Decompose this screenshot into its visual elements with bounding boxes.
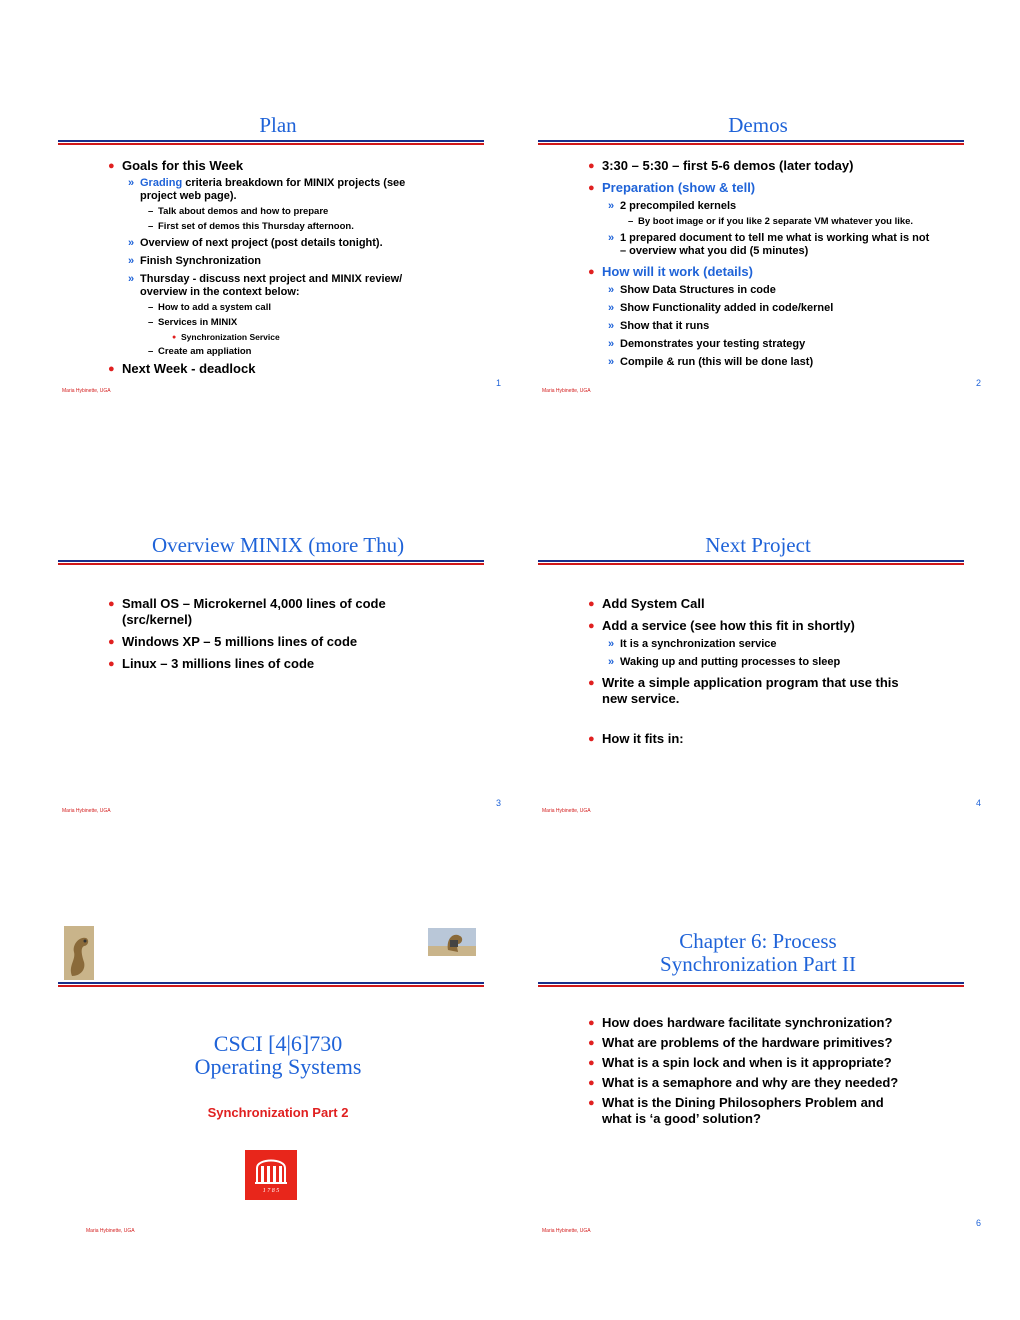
footer-author: Maria Hybinette, UGA — [62, 388, 111, 394]
bullet: ● What is a semaphore and why are they needed? — [588, 1075, 908, 1091]
bullet: ● What are problems of the hardware primitives? — [588, 1035, 908, 1051]
footer-author: Maria Hybinette, UGA — [542, 808, 591, 814]
course-title-line1: CSCI [4|6]730 — [213, 1031, 343, 1056]
sub-bullet: » Show that it runs — [608, 320, 938, 333]
slide-title: Demos — [728, 113, 788, 137]
course-subtitle: Synchronization Part 2 — [207, 1105, 349, 1120]
page-number: 1 — [496, 378, 502, 388]
bullet: ● What is a spin lock and when is it appropriate? — [588, 1055, 908, 1071]
bullet: ● Write a simple application program that use this new service. — [588, 675, 908, 707]
grading-label: Grading — [140, 177, 183, 189]
page-number: 2 — [976, 378, 982, 388]
footer-author: Maria Hybinette, UGA — [62, 808, 111, 814]
sub-sub-bullet: – Talk about demos and how to prepare — [148, 206, 428, 218]
dinosaur-computer-image — [428, 928, 476, 956]
sub-sub-bullet: – Create am appliation — [148, 346, 428, 358]
course-title-line2: Operating Systems — [194, 1054, 362, 1079]
logo-year: 1 7 8 5 — [262, 1188, 280, 1194]
bullet: ● How does hardware facilitate synchronization? — [588, 1015, 908, 1031]
sub-bullet: » It is a synchronization service — [608, 638, 908, 651]
sub-sub-bullet: – How to add a system call — [148, 302, 428, 314]
sub-bullet: » 1 prepared document to tell me what is working what is not – overview what you did (5 minutes) — [608, 232, 938, 258]
title-rule — [538, 140, 964, 146]
title-rule — [538, 560, 964, 566]
bullet: ● How it fits in: — [588, 731, 908, 747]
slide-plan — [58, 110, 502, 394]
bullet: ● Preparation (show & tell) — [588, 180, 938, 196]
sub-sub-bullet: – Services in MINIX — [148, 317, 428, 329]
slide-body — [588, 158, 938, 374]
bullet: ● Goals for this Week — [108, 158, 428, 174]
slide-title: Overview MINIX (more Thu) — [151, 533, 405, 557]
slide-body — [108, 596, 428, 678]
slide-body — [108, 158, 428, 383]
bullet: ● Next Week - deadlock — [108, 361, 428, 377]
sub-bullet: » Show Data Structures in code — [608, 284, 938, 297]
page-number: 6 — [976, 1218, 982, 1228]
uga-logo — [245, 1150, 297, 1200]
title-rule — [58, 982, 484, 988]
slide-body — [588, 1015, 908, 1133]
footer-author: Maria Hybinette, UGA — [542, 1228, 591, 1234]
slide-demos — [538, 110, 982, 394]
slide-course-title — [58, 920, 498, 1234]
slide-title: Plan — [259, 113, 297, 137]
sub-bullet: » Waking up and putting processes to sleep — [608, 656, 908, 669]
footer-author: Maria Hybinette, UGA — [542, 388, 591, 394]
slide-title-line1: Chapter 6: Process — [679, 929, 837, 953]
title-rule — [58, 140, 484, 146]
bullet: ● Small OS – Microkernel 4,000 lines of code (src/kernel) — [108, 596, 428, 628]
slide-overview-minix — [58, 530, 502, 814]
page-number: 4 — [976, 798, 982, 808]
grading-text: criteria breakdown for MINIX projects (see project web page). — [140, 177, 406, 202]
bullet: ● Windows XP – 5 millions lines of code — [108, 634, 428, 650]
sub-bullet: » Compile & run (this will be done last) — [608, 356, 938, 369]
bullet: ● Add System Call — [588, 596, 908, 612]
slide-next-project — [538, 530, 982, 814]
slide-body — [588, 596, 908, 753]
page-number: 3 — [496, 798, 502, 808]
sub-bullet: » Demonstrates your testing strategy — [608, 338, 938, 351]
sub-sub-bullet: – By boot image or if you like 2 separate VM whatever you like. — [628, 216, 938, 228]
bullet: ● 3:30 – 5:30 – first 5-6 demos (later today) — [588, 158, 938, 174]
slide-chapter6 — [538, 920, 982, 1234]
footer-author: Maria Hybinette, UGA — [86, 1228, 135, 1234]
sub-bullet: » Finish Synchronization — [128, 255, 428, 268]
slide-title-line2: Synchronization Part II — [660, 952, 856, 976]
level4-bullet: ● Synchronization Service — [172, 332, 428, 343]
sub-sub-bullet: – First set of demos this Thursday afternoon. — [148, 221, 428, 233]
slide-title: Next Project — [705, 533, 811, 557]
sub-bullet: » Show Functionality added in code/kernel — [608, 302, 938, 315]
sub-bullet: » Thursday - discuss next project and MINIX review/ overview in the context below: — [128, 273, 428, 299]
bullet: ● How will it work (details) — [588, 264, 938, 280]
sub-bullet — [128, 177, 428, 203]
title-rule — [538, 982, 964, 988]
bullet: ● Linux – 3 millions lines of code — [108, 656, 428, 672]
bullet: ● What is the Dining Philosophers Problem and what is ‘a good’ solution? — [588, 1095, 908, 1127]
sub-bullet: » Overview of next project (post details tonight). — [128, 237, 428, 250]
bullet: ● Add a service (see how this fit in shortly) — [588, 618, 908, 634]
sub-bullet: » 2 precompiled kernels — [608, 200, 938, 213]
title-rule — [58, 560, 484, 566]
dinosaur-image — [64, 926, 94, 980]
